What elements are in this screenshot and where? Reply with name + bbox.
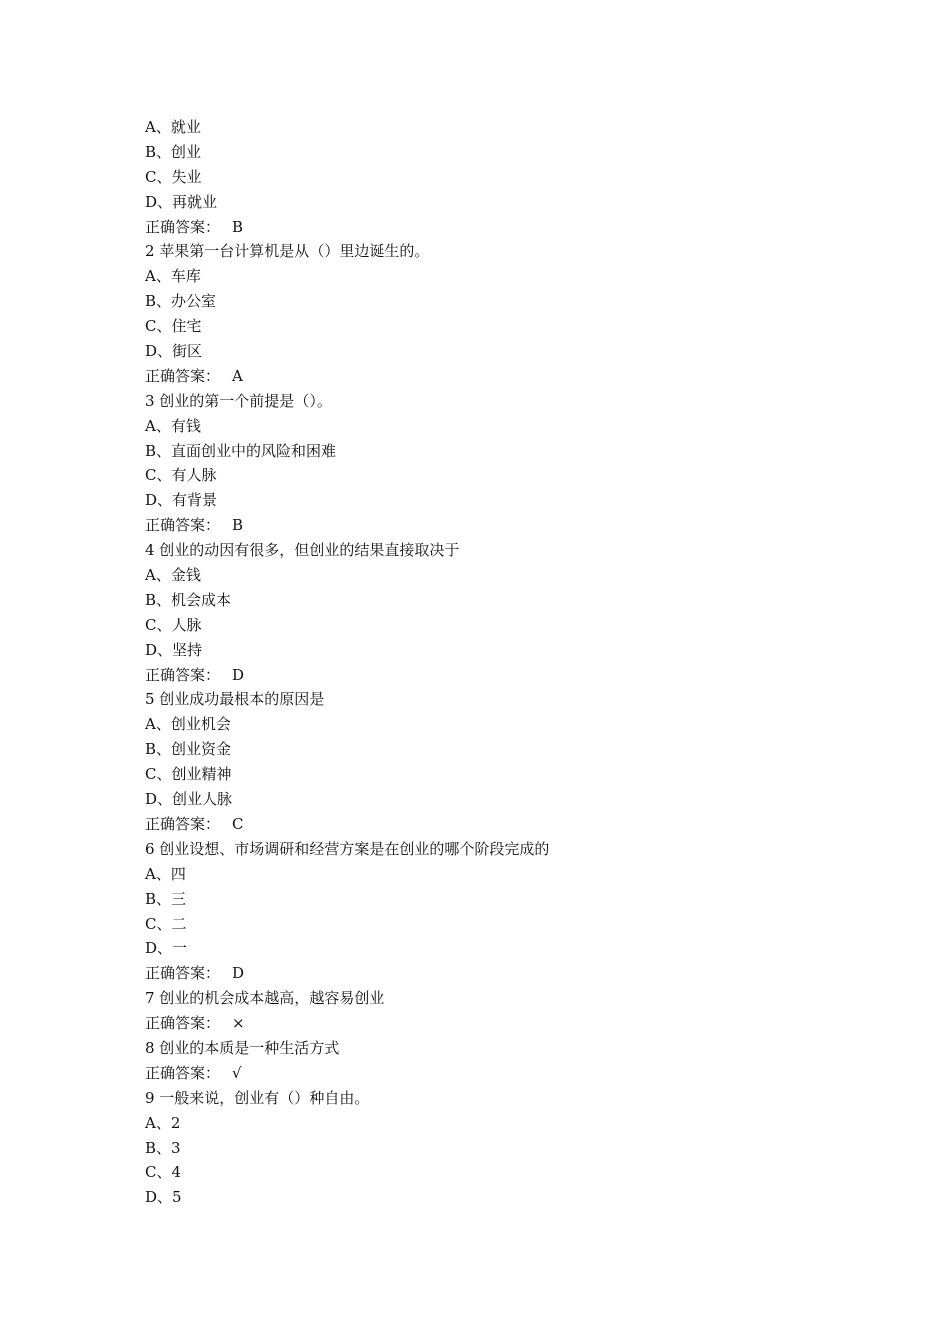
answer-value: D bbox=[232, 665, 245, 684]
answer-line bbox=[145, 812, 845, 837]
option-text: A、金钱 bbox=[145, 566, 201, 585]
option-text: B、办公室 bbox=[145, 292, 217, 311]
answer-value: A bbox=[232, 366, 243, 385]
option-text: D、街区 bbox=[145, 342, 203, 361]
quiz-content bbox=[145, 115, 845, 1210]
option-text: A、创业机会 bbox=[145, 715, 231, 734]
answer-label: 正确答案： bbox=[145, 1063, 221, 1082]
question-text: 2 苹果第一台计算机是从（）里边诞生的。 bbox=[145, 242, 430, 261]
answer-label: 正确答案： bbox=[145, 366, 221, 385]
option-text: C、人脉 bbox=[145, 615, 202, 634]
option-text: A、车库 bbox=[145, 267, 201, 286]
option-text: A、2 bbox=[145, 1113, 181, 1132]
option-text: D、创业人脉 bbox=[145, 790, 233, 809]
answer-label: 正确答案： bbox=[145, 814, 221, 833]
answer-line bbox=[145, 364, 845, 389]
question-text: 8 创业的本质是一种生活方式 bbox=[145, 1038, 340, 1057]
option-text: A、就业 bbox=[145, 118, 201, 136]
answer-value: × bbox=[232, 1014, 245, 1033]
answer-value: √ bbox=[232, 1063, 242, 1082]
option-text: B、直面创业中的风险和困难 bbox=[145, 441, 337, 460]
question-text: 3 创业的第一个前提是（）。 bbox=[145, 391, 332, 410]
question-text: 4 创业的动因有很多，但创业的结果直接取决于 bbox=[145, 541, 460, 560]
option-text: C、失业 bbox=[145, 167, 202, 186]
option-text: C、创业精神 bbox=[145, 765, 232, 784]
option-text: D、一 bbox=[145, 939, 188, 958]
answer-value: B bbox=[232, 516, 244, 535]
option-text: A、有钱 bbox=[145, 416, 201, 435]
option-text: D、再就业 bbox=[145, 192, 218, 211]
option-text: C、住宅 bbox=[145, 317, 202, 336]
answer-value: C bbox=[232, 814, 244, 833]
option-text: A、四 bbox=[145, 864, 186, 883]
option-text: B、创业 bbox=[145, 142, 202, 161]
answer-value: D bbox=[232, 964, 245, 983]
answer-label: 正确答案： bbox=[145, 217, 221, 236]
option-text: D、5 bbox=[145, 1188, 182, 1207]
option-text: D、坚持 bbox=[145, 640, 203, 659]
question-text: 9 一般来说，创业有（）种自由。 bbox=[145, 1088, 370, 1107]
answer-line bbox=[145, 663, 845, 688]
answer-label: 正确答案： bbox=[145, 1014, 221, 1033]
answer-line bbox=[145, 1061, 845, 1086]
option-text: B、三 bbox=[145, 889, 187, 908]
answer-line bbox=[145, 961, 845, 986]
option-text: D、有背景 bbox=[145, 491, 218, 510]
option-text: C、有人脉 bbox=[145, 466, 217, 485]
answer-label: 正确答案： bbox=[145, 665, 221, 684]
answer-label: 正确答案： bbox=[145, 516, 221, 535]
answer-line bbox=[145, 1011, 845, 1036]
question-text: 5 创业成功最根本的原因是 bbox=[145, 690, 325, 709]
answer-line bbox=[145, 215, 845, 240]
answer-value: B bbox=[232, 217, 244, 236]
option-text: B、机会成本 bbox=[145, 590, 232, 609]
question-text: 6 创业设想、市场调研和经营方案是在创业的哪个阶段完成的 bbox=[145, 839, 550, 858]
option-text: C、二 bbox=[145, 914, 187, 933]
option-text: B、创业资金 bbox=[145, 740, 232, 759]
option-text: B、3 bbox=[145, 1138, 181, 1157]
answer-line bbox=[145, 513, 845, 538]
question-text: 7 创业的机会成本越高，越容易创业 bbox=[145, 989, 385, 1008]
answer-label: 正确答案： bbox=[145, 964, 221, 983]
option-text: C、4 bbox=[145, 1163, 182, 1182]
